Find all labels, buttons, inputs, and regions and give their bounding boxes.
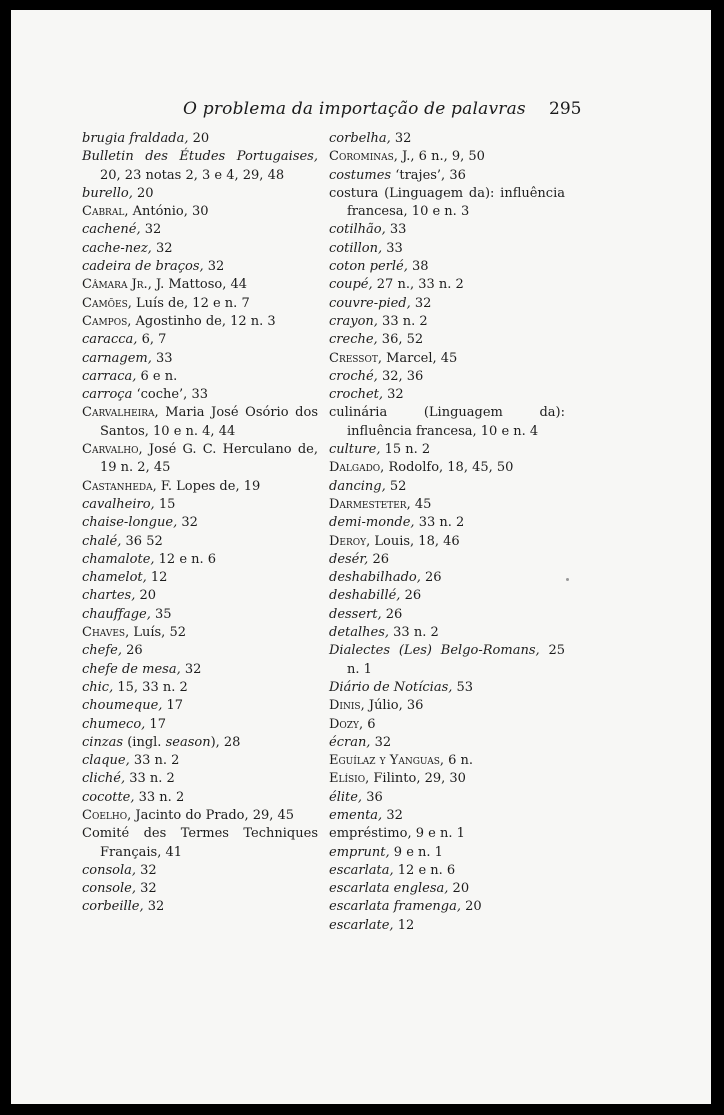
- index-headword: Elísio,: [329, 771, 370, 787]
- index-reference: 33 n. 2: [414, 515, 465, 531]
- index-headword: Darmesteter,: [329, 496, 411, 512]
- index-reference: 41: [161, 844, 183, 860]
- index-reference: Júlio, 36: [364, 698, 424, 714]
- index-headword: écran,: [329, 734, 371, 750]
- index-headword: Comité des Termes Techniques Français,: [82, 826, 318, 860]
- index-entry: [329, 295, 565, 313]
- index-reference: 32: [177, 515, 198, 531]
- index-headword: dancing,: [329, 478, 386, 494]
- index-entry: [329, 624, 565, 642]
- index-entry: [329, 533, 565, 551]
- index-entry: [329, 716, 565, 734]
- index-headword-inline: season: [165, 734, 211, 750]
- index-entry: [82, 331, 318, 349]
- index-reference: ‘coche’, 33: [132, 387, 208, 403]
- index-reference: 45: [410, 496, 432, 512]
- index-reference: 6 n.: [444, 753, 474, 769]
- index-entry: [329, 240, 565, 258]
- index-headword: Câmara Jr.,: [82, 277, 152, 293]
- index-entry: [329, 331, 565, 349]
- index-reference: 20: [188, 131, 210, 146]
- index-reference: 26: [420, 570, 442, 586]
- index-headword: dessert,: [329, 606, 382, 622]
- index-entry: [82, 642, 318, 660]
- index-reference: 20, 23 notas 2, 3 e 4, 29, 48: [100, 167, 285, 183]
- index-entry: [82, 789, 318, 807]
- index-entry: [329, 844, 565, 862]
- index-headword: chumeco,: [82, 716, 146, 732]
- index-headword: Cabral,: [82, 204, 129, 220]
- index-reference: 32: [151, 240, 173, 256]
- index-entry: [329, 569, 565, 587]
- index-entry: [329, 807, 565, 825]
- index-entry: [82, 679, 318, 697]
- index-entry: [82, 807, 318, 825]
- index-reference: 20: [448, 881, 470, 897]
- index-entry: [82, 185, 318, 203]
- index-headword: ementa,: [329, 807, 383, 823]
- index-entry: [82, 386, 318, 404]
- index-reference: 15, 33 n. 2: [113, 679, 188, 695]
- index-reference: 26: [400, 588, 422, 604]
- index-reference: 35: [150, 606, 172, 622]
- index-entry: [329, 551, 565, 569]
- index-headword: deshabilhado,: [329, 570, 421, 586]
- index-reference: F. Lopes de, 19: [156, 478, 261, 494]
- index-entry: [329, 606, 565, 624]
- index-headword: Dozy,: [329, 716, 364, 732]
- index-entry: [82, 770, 318, 788]
- index-headword: cotilhão,: [329, 222, 386, 238]
- index-entry: [329, 130, 565, 148]
- index-reference: Filinto, 29, 30: [369, 771, 466, 787]
- index-entry: [329, 496, 565, 514]
- index-reference: 32: [390, 131, 412, 146]
- index-entry: [329, 514, 565, 532]
- index-entry: [329, 441, 565, 459]
- index-reference: 33 n. 2: [134, 789, 185, 805]
- index-entry: [82, 898, 318, 916]
- index-entry: [82, 368, 318, 386]
- index-headword: chamelot,: [82, 570, 147, 586]
- index-reference: 33: [382, 240, 403, 256]
- index-entry: [82, 130, 318, 148]
- index-entry: [82, 295, 318, 313]
- index-entry: [329, 185, 565, 222]
- index-headword: corbeille,: [82, 899, 144, 915]
- index-entry: [329, 478, 565, 496]
- index-headword: Dalgado,: [329, 460, 385, 476]
- index-entry: [329, 679, 565, 697]
- index-headword: claque,: [82, 753, 130, 769]
- index-headword: crochet,: [329, 387, 384, 403]
- index-headword: culture,: [329, 442, 381, 458]
- index-headword: Carvalheira,: [82, 405, 159, 421]
- index-reference: Luís, 52: [129, 625, 186, 641]
- index-headword: coupé,: [329, 277, 373, 293]
- index-reference: 33: [385, 222, 407, 238]
- index-reference: 36, 52: [377, 332, 424, 348]
- index-reference: Rodolfo, 18, 45, 50: [384, 460, 514, 476]
- index-entry: [82, 551, 318, 569]
- index-reference: 32: [370, 734, 392, 750]
- index-entry: [82, 496, 318, 514]
- index-reference: Luís de, 12 e n. 7: [131, 295, 250, 311]
- index-headword: demi-monde,: [329, 515, 415, 531]
- index-reference: António, 30: [128, 204, 209, 220]
- running-header: [183, 99, 583, 123]
- index-entry: [82, 569, 318, 587]
- index-headword: Carvalho,: [82, 442, 143, 458]
- index-entry: [329, 459, 565, 477]
- index-headword: escarlata englesa,: [329, 881, 449, 897]
- index-reference: Marcel, 45: [381, 350, 458, 366]
- index-entry: [82, 148, 318, 185]
- index-headword: deshabillé,: [329, 588, 401, 604]
- index-reference: 32: [143, 899, 165, 915]
- index-reference: 6: [363, 716, 376, 732]
- index-reference: 33 n. 2: [377, 313, 428, 329]
- index-reference: 32: [135, 881, 157, 897]
- index-reference: José G. C. Herculano de, 19 n. 2, 45: [100, 442, 318, 476]
- index-headword: escarlata,: [329, 862, 394, 878]
- index-reference: 32: [383, 387, 404, 403]
- index-reference: 52: [385, 478, 407, 494]
- index-headword: Deroy,: [329, 533, 371, 549]
- index-headword: console,: [82, 881, 136, 897]
- index-entry: [329, 276, 565, 294]
- index-reference: 32: [203, 259, 225, 275]
- index-headword: carroça: [82, 387, 133, 403]
- index-headword: costumes: [329, 167, 392, 183]
- index-entry: [329, 734, 565, 752]
- index-headword: Diário de Notícias,: [329, 679, 453, 695]
- index-entry: [329, 789, 565, 807]
- index-headword: culinária (Linguagem da):: [329, 405, 565, 421]
- index-entry: [82, 350, 318, 368]
- index-entry: [82, 716, 318, 734]
- index-entry: [82, 862, 318, 880]
- index-headword: Coelho,: [82, 807, 132, 823]
- index-reference: 20: [132, 185, 154, 201]
- index-headword: Dinis,: [329, 698, 365, 714]
- page-number: 295: [549, 99, 582, 119]
- index-headword: cavalheiro,: [82, 496, 155, 512]
- index-reference: 6 e n.: [136, 368, 178, 384]
- index-entry: [82, 661, 318, 679]
- index-reference: 53: [452, 679, 474, 695]
- index-headword: cocotte,: [82, 789, 135, 805]
- index-headword: Chaves,: [82, 625, 130, 641]
- index-entry: [329, 752, 565, 770]
- index-column-left: [82, 130, 318, 917]
- index-entry: [329, 313, 565, 331]
- index-reference: 33 n. 2: [125, 771, 175, 787]
- index-headword: carnagem,: [82, 350, 152, 366]
- index-reference: ‘trajes’, 36: [391, 167, 466, 183]
- index-entry: [82, 533, 318, 551]
- index-headword: Corominas,: [329, 149, 398, 165]
- index-reference: 12 e n. 6: [393, 862, 456, 878]
- index-column-right: [329, 130, 565, 935]
- index-headword: Bulletin des Études Portugaises,: [82, 149, 318, 165]
- index-headword: chefe,: [82, 643, 122, 659]
- index-entry: [82, 441, 318, 478]
- index-reference: 9 e n. 1: [411, 826, 465, 842]
- index-reference: 26: [121, 643, 143, 659]
- index-entry: [329, 898, 565, 916]
- index-headword: Eguílaz y Yanguas,: [329, 753, 445, 769]
- index-headword: corbelha,: [329, 131, 391, 146]
- index-reference: 26: [381, 606, 403, 622]
- index-reference: 25 n. 1: [347, 643, 565, 677]
- index-reference: Agostinho de, 12 n. 3: [131, 313, 276, 329]
- index-entry: [82, 221, 318, 239]
- index-entry: [82, 697, 318, 715]
- index-headword: cadeira de braços,: [82, 259, 204, 275]
- index-reference: 33: [151, 350, 173, 366]
- index-headword: detalhes,: [329, 625, 390, 641]
- index-headword: burello,: [82, 185, 133, 201]
- index-headword: crayon,: [329, 313, 378, 329]
- index-entry: [329, 350, 565, 368]
- index-headword: chaise-longue,: [82, 515, 178, 531]
- index-headword: chefe de mesa,: [82, 661, 181, 677]
- index-headword: escarlate,: [329, 917, 394, 933]
- index-reference: 6, 7: [137, 332, 167, 348]
- index-reference: 17: [145, 716, 166, 732]
- index-headword: cotillon,: [329, 240, 383, 256]
- index-reference: 12 e n. 6: [154, 551, 217, 567]
- index-headword: chic,: [82, 679, 114, 695]
- index-reference: 33 n. 2: [129, 753, 180, 769]
- index-reference: 15: [154, 496, 176, 512]
- index-headword: cache-nez,: [82, 240, 152, 256]
- index-reference: 32: [410, 295, 432, 311]
- index-reference: J. Mattoso, 44: [151, 277, 248, 293]
- index-entry: [82, 276, 318, 294]
- index-headword: carraca,: [82, 368, 137, 384]
- index-headword: coton perlé,: [329, 259, 408, 275]
- index-entry: [329, 258, 565, 276]
- index-reference-tail: ), 28: [210, 734, 241, 750]
- index-headword: empréstimo,: [329, 826, 412, 842]
- index-headword: cinzas: [82, 734, 124, 750]
- index-reference: (ingl.: [123, 734, 166, 750]
- index-headword: consola,: [82, 862, 137, 878]
- index-headword: creche,: [329, 332, 378, 348]
- index-entry: [329, 825, 565, 843]
- index-entry: [82, 514, 318, 532]
- index-headword: couvre-pied,: [329, 295, 411, 311]
- index-headword: cachené,: [82, 222, 141, 238]
- index-entry: [82, 258, 318, 276]
- index-entry: [329, 221, 565, 239]
- index-headword: Cressot,: [329, 350, 382, 366]
- print-speck: [566, 578, 569, 581]
- index-reference: 36: [362, 789, 383, 805]
- index-reference: 26: [368, 551, 389, 567]
- index-headword: brugia fraldada,: [82, 131, 189, 146]
- index-reference: 20: [461, 899, 482, 915]
- index-entry: [329, 368, 565, 386]
- index-entry: [329, 642, 565, 679]
- index-reference: 32: [180, 661, 202, 677]
- index-headword: desér,: [329, 551, 369, 567]
- index-entry: [82, 624, 318, 642]
- index-headword: chauffage,: [82, 606, 151, 622]
- index-entry: [329, 917, 565, 935]
- index-entry: [82, 404, 318, 441]
- index-reference: Maria José Osório dos Santos, 10 e n. 4, 44: [100, 405, 318, 439]
- index-entry: [329, 386, 565, 404]
- index-entry: [329, 862, 565, 880]
- index-headword: chartes,: [82, 588, 136, 604]
- index-headword: croché,: [329, 368, 378, 384]
- index-entry: [82, 825, 318, 862]
- index-headword: choumeque,: [82, 698, 163, 714]
- index-reference: Louis, 18, 46: [370, 533, 460, 549]
- index-reference: 9 e n. 1: [389, 844, 443, 860]
- index-reference: 15 n. 2: [380, 442, 431, 458]
- index-reference: 20: [135, 588, 157, 604]
- index-entry: [82, 880, 318, 898]
- index-entry: [329, 587, 565, 605]
- index-entry: [329, 770, 565, 788]
- index-reference: 32: [136, 862, 157, 878]
- index-headword: élite,: [329, 789, 363, 805]
- index-entry: [82, 752, 318, 770]
- index-reference: influência francesa, 10 e n. 3: [347, 185, 565, 220]
- index-reference: 36 52: [121, 533, 163, 549]
- index-reference: 17: [162, 698, 184, 714]
- running-title: O problema da importação de palavras: [183, 99, 526, 119]
- index-entry: [82, 478, 318, 496]
- index-entry: [82, 313, 318, 331]
- index-entry: [82, 606, 318, 624]
- index-entry: [329, 404, 565, 441]
- index-headword: costura (Linguagem da):: [329, 185, 495, 201]
- index-reference: influência francesa, 10 e n. 4: [347, 423, 539, 439]
- index-entry: [82, 734, 318, 752]
- index-headword: chamalote,: [82, 551, 155, 567]
- index-entry: [329, 167, 565, 185]
- index-headword: emprunt,: [329, 844, 390, 860]
- index-entry: [82, 587, 318, 605]
- index-entry: [329, 880, 565, 898]
- index-reference: 32: [382, 807, 403, 823]
- index-entry: [82, 240, 318, 258]
- index-reference: Jacinto do Prado, 29, 45: [131, 807, 295, 823]
- index-entry: [82, 203, 318, 221]
- index-headword: escarlata framenga,: [329, 899, 461, 915]
- index-headword: caracca,: [82, 332, 138, 348]
- index-reference: 27 n., 33 n. 2: [372, 277, 464, 293]
- index-headword: Campos,: [82, 313, 132, 329]
- index-reference: J., 6 n., 9, 50: [397, 149, 485, 165]
- index-reference: 32, 36: [377, 368, 424, 384]
- index-headword: cliché,: [82, 771, 126, 787]
- index-entry: [329, 697, 565, 715]
- index-reference: 12: [393, 917, 415, 933]
- index-headword: chalé,: [82, 533, 122, 549]
- index-reference: 33 n. 2: [389, 625, 439, 641]
- index-reference: 38: [407, 259, 429, 275]
- index-reference: 32: [140, 222, 162, 238]
- index-entry: [329, 148, 565, 166]
- index-headword: Dialectes (Les) Belgo-Romans,: [329, 643, 540, 659]
- index-headword: Camões,: [82, 295, 132, 311]
- index-reference: 12: [146, 570, 168, 586]
- index-headword: Castanheda,: [82, 478, 157, 494]
